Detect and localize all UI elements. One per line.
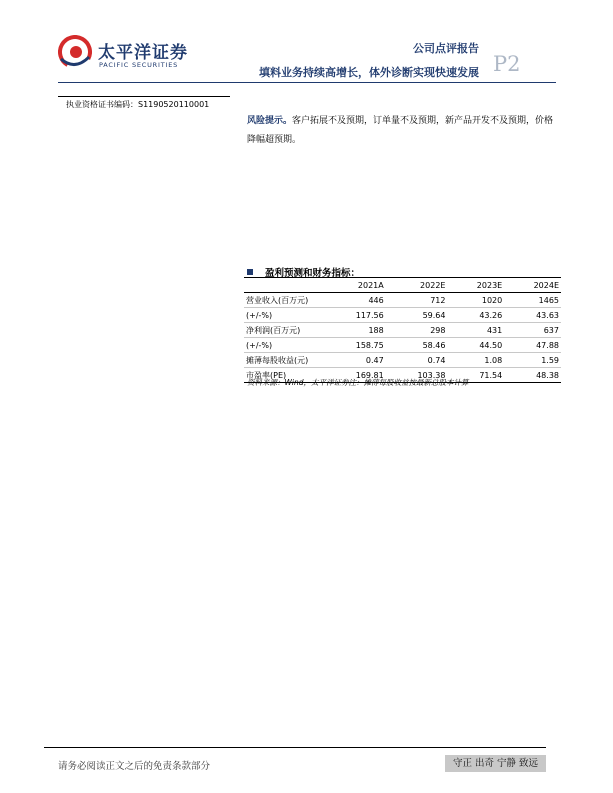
table-cell: 1.59	[504, 353, 561, 368]
analyst-cert-number: 执业资格证书编码：S1190520110001	[66, 100, 210, 109]
column-header: 2024E	[504, 278, 561, 293]
column-header: 2022E	[386, 278, 448, 293]
table-cell: 48.38	[504, 368, 561, 383]
table-cell: 446	[324, 293, 386, 308]
table-cell: 188	[324, 323, 386, 338]
column-header	[244, 278, 324, 293]
row-label: (+/-%)	[244, 338, 324, 353]
square-bullet-icon	[247, 269, 253, 275]
footer-disclaimer: 请务必阅读正文之后的免责条款部分	[58, 761, 211, 772]
risk-label: 风险提示。	[247, 116, 293, 126]
table-header-row	[244, 278, 561, 293]
table-cell: 0.47	[324, 353, 386, 368]
page-number: P2	[493, 52, 521, 76]
table-row	[244, 323, 561, 338]
table-cell: 103.38	[386, 368, 448, 383]
row-label: 净利润(百万元)	[244, 323, 324, 338]
table-row	[244, 293, 561, 308]
table-cell: 43.63	[504, 308, 561, 323]
table-cell: 117.56	[324, 308, 386, 323]
table-cell: 43.26	[447, 308, 504, 323]
table-cell: 44.50	[447, 338, 504, 353]
row-label: 摊薄每股收益(元)	[244, 353, 324, 368]
table-source-note: 资料来源：Wind，太平洋证券注：摊薄每股收益按最新总股本计算	[247, 378, 469, 387]
column-header: 2023E	[447, 278, 504, 293]
table-cell: 158.75	[324, 338, 386, 353]
logo-text-cn: 太平洋证券	[98, 43, 188, 63]
table-row	[244, 308, 561, 323]
table-cell: 431	[447, 323, 504, 338]
table-row	[244, 353, 561, 368]
header-divider	[58, 82, 556, 83]
logo-text-en: PACIFIC SECURITIES	[99, 61, 179, 69]
table-cell: 59.64	[386, 308, 448, 323]
table-cell: 47.88	[504, 338, 561, 353]
financial-forecast-table	[244, 277, 561, 383]
risk-warning	[247, 112, 562, 150]
table-cell: 1.08	[447, 353, 504, 368]
table-cell: 637	[504, 323, 561, 338]
row-label: 市盈率(PE)	[244, 368, 324, 383]
row-label: (+/-%)	[244, 308, 324, 323]
table-heading-text: 盈利预测和财务指标：	[265, 268, 361, 279]
row-label: 营业收入(百万元)	[244, 293, 324, 308]
footer-motto: 守正 出奇 宁静 致远	[445, 755, 546, 772]
table-cell: 58.46	[386, 338, 448, 353]
table-cell: 298	[386, 323, 448, 338]
table-cell: 1465	[504, 293, 561, 308]
table-cell: 0.74	[386, 353, 448, 368]
report-type: 公司点评报告	[413, 42, 479, 55]
sidebar-divider	[58, 96, 230, 97]
table-cell: 71.54	[447, 368, 504, 383]
logo-icon	[58, 35, 92, 69]
footer-divider	[44, 747, 546, 748]
report-title: 填料业务持续高增长，体外诊断实现快速发展	[259, 66, 479, 79]
column-header: 2021A	[324, 278, 386, 293]
table-row	[244, 338, 561, 353]
table-cell: 169.81	[324, 368, 386, 383]
table-cell: 712	[386, 293, 448, 308]
table-cell: 1020	[447, 293, 504, 308]
risk-text: 客户拓展不及预期，订单量不及预期，新产品开发不及预期，价格降幅超预期。	[247, 116, 554, 145]
